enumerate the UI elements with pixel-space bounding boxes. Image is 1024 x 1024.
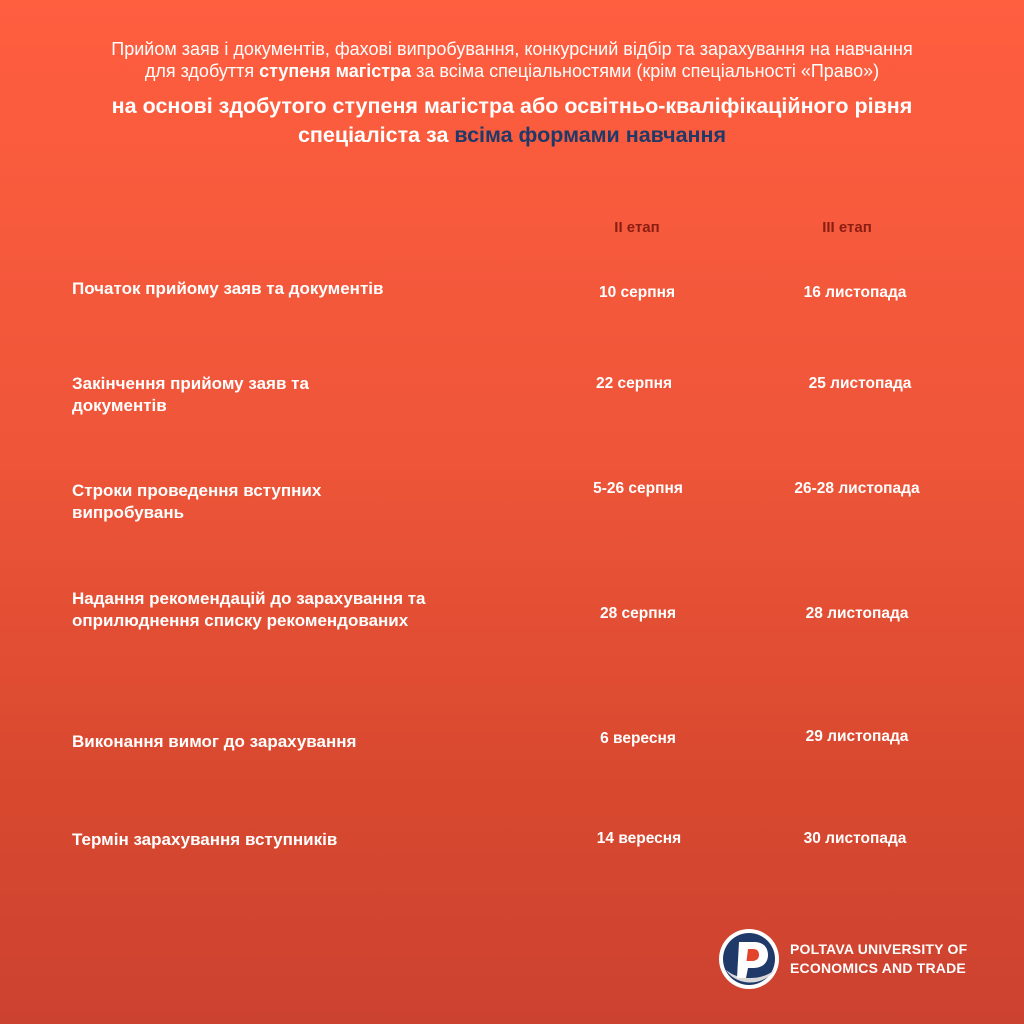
row-2-stage-3-date: 25 листопада	[808, 375, 912, 392]
intro-line-2	[0, 60, 1024, 82]
row-5-stage-3-date: 29 листопада	[805, 728, 909, 745]
row-label-recommendations: Надання рекомендацій до зарахування та оприлюднення списку рекомендованих	[72, 589, 426, 630]
row-2-stage-2-date: 22 серпня	[595, 375, 673, 392]
intro-line-1: Прийом заяв і документів, фахові випробування, конкурсний відбір та зарахування на навчання	[111, 39, 913, 59]
row-3-stage-2-date: 5-26 серпня	[593, 480, 683, 497]
column-header-stage-3: ІІІ етап	[822, 219, 872, 236]
row-label-application-end: Закінчення прийому заяв та документів	[72, 374, 309, 415]
row-label-enrollment-deadline: Термін зарахування вступників	[72, 830, 338, 849]
headline-line-2	[0, 121, 1024, 150]
row-5-stage-2-date: 6 вересня	[600, 730, 676, 747]
headline-line-2-pre: спеціаліста за	[297, 123, 455, 147]
intro-text	[0, 38, 1024, 82]
row-6-stage-2-date: 14 вересня	[596, 830, 682, 847]
university-p-logo-icon	[718, 928, 780, 990]
page-title	[0, 92, 1024, 150]
row-6-stage-3-date: 30 листопада	[803, 830, 907, 847]
intro-degree-highlight: ступеня магістра	[259, 61, 412, 81]
headline-line-1: на основі здобутого ступеня магістра або освітньо-кваліфікаційного рівня	[111, 94, 913, 118]
intro-line-2-pre: для здобуття	[144, 61, 260, 81]
university-name	[790, 940, 967, 978]
row-4-stage-2-date: 28 серпня	[599, 605, 677, 622]
row-1-stage-2-date: 10 серпня	[598, 284, 676, 301]
row-label-enrollment-requirements: Виконання вимог до зарахування	[72, 732, 357, 751]
row-label-application-start: Початок прийому заяв та документів	[72, 279, 384, 298]
row-1-stage-3-date: 16 листопада	[803, 284, 907, 301]
row-label-entrance-exams: Строки проведення вступних випробувань	[72, 481, 322, 522]
headline-accent: всіма формами навчання	[454, 123, 727, 147]
university-name-line-2: ECONOMICS AND TRADE	[790, 960, 966, 976]
column-header-stage-2: ІІ етап	[614, 219, 660, 236]
row-3-stage-3-date: 26-28 листопада	[794, 480, 920, 497]
row-4-stage-3-date: 28 листопада	[805, 605, 909, 622]
university-name-line-1: POLTAVA UNIVERSITY OF	[790, 941, 968, 957]
intro-line-2-post: за всіма спеціальностями (крім спеціальності «Право»)	[411, 61, 880, 81]
